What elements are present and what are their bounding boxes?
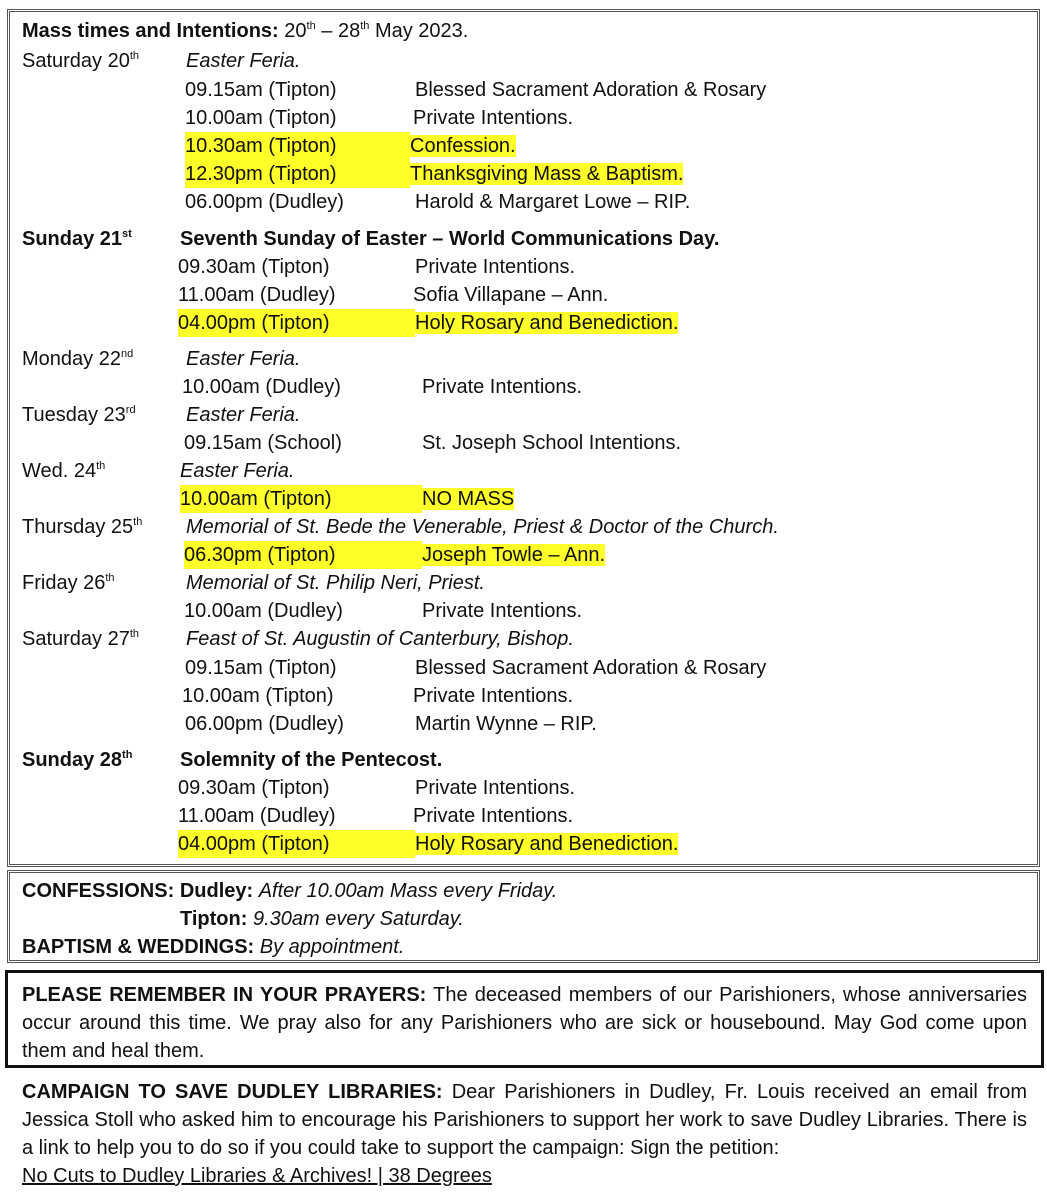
campaign-label: CAMPAIGN TO SAVE DUDLEY LIBRARIES:: [22, 1081, 443, 1103]
mass-intention: Private Intentions.: [413, 805, 574, 827]
day-label: Friday 26th: [22, 572, 115, 594]
liturgical-day-title: Easter Feria.: [186, 404, 301, 426]
mass-time: 06.30pm (Tipton): [184, 541, 422, 569]
mass-time: 09.15am (Tipton): [185, 79, 337, 101]
mass-intention: Holy Rosary and Benediction.: [415, 312, 679, 334]
mass-time: 09.30am (Tipton): [178, 256, 330, 278]
mass-intention: Blessed Sacrament Adoration & Rosary: [415, 79, 767, 101]
confessions-label: CONFESSIONS:: [22, 880, 175, 902]
day-label: Saturday 27th: [22, 628, 140, 650]
mass-intention: St. Joseph School Intentions.: [422, 432, 682, 454]
mass-time: 10.00am (Dudley): [184, 600, 343, 622]
mass-time: 04.00pm (Tipton): [178, 830, 415, 858]
liturgical-day-title: Memorial of St. Philip Neri, Priest.: [186, 572, 485, 594]
day-label: Sunday 28th: [22, 749, 133, 771]
mass-time: 09.15am (Tipton): [185, 657, 337, 679]
mass-intention: Holy Rosary and Benediction.: [415, 833, 679, 855]
liturgical-day-title: Memorial of St. Bede the Venerable, Priest & Doctor of the Church.: [186, 516, 779, 538]
mass-time: 10.30am (Tipton): [185, 132, 410, 160]
prayers-text: The deceased members of our Parishioners, whose anniversaries occur around this time. We pray also for any Parishioners who are sick or housebound. May God come upon them and heal them.: [22, 984, 1027, 1062]
mass-time: 10.00am (Tipton): [185, 107, 337, 129]
baptism-text: By appointment.: [259, 936, 405, 958]
mass-intention: Martin Wynne – RIP.: [415, 713, 597, 735]
prayers-label: PLEASE REMEMBER IN YOUR PRAYERS:: [22, 984, 427, 1006]
mass-time: 06.00pm (Dudley): [185, 713, 344, 735]
mass-intention: NO MASS: [422, 488, 515, 510]
tipton-text: 9.30am every Saturday.: [252, 908, 464, 930]
mass-time: 09.30am (Tipton): [178, 777, 330, 799]
mass-intention: Private Intentions.: [422, 600, 583, 622]
mass-intention: Blessed Sacrament Adoration & Rosary: [415, 657, 767, 679]
prayers-paragraph: [22, 981, 1027, 1065]
dudley-label: Dudley:: [179, 880, 254, 902]
campaign-paragraph: [22, 1078, 1027, 1190]
liturgical-day-title: Easter Feria.: [186, 348, 301, 370]
mass-time: 11.00am (Dudley): [178, 284, 336, 306]
day-label: Saturday 20th: [22, 50, 140, 72]
mass-time: 12.30pm (Tipton): [185, 160, 410, 188]
mass-intention: Private Intentions.: [413, 685, 574, 707]
liturgical-day-title: Feast of St. Augustin of Canterbury, Bishop.: [186, 628, 574, 650]
baptism-label: BAPTISM & WEDDINGS:: [22, 936, 255, 958]
day-label: Sunday 21st: [22, 228, 132, 250]
mass-times-heading: [22, 17, 468, 45]
mass-time: 06.00pm (Dudley): [185, 191, 344, 213]
heading-title: Mass times and Intentions:: [22, 20, 279, 42]
mass-intention: Private Intentions.: [415, 777, 576, 799]
liturgical-day-title: Solemnity of the Pentecost.: [180, 749, 443, 771]
mass-time: 11.00am (Dudley): [178, 805, 336, 827]
confessions-line: [22, 877, 557, 905]
liturgical-day-title: Seventh Sunday of Easter – World Communications Day.: [180, 228, 720, 250]
mass-time: 04.00pm (Tipton): [178, 309, 415, 337]
mass-time: 09.15am (School): [184, 432, 342, 454]
mass-intention: Confession.: [410, 135, 516, 157]
mass-time: 10.00am (Tipton): [182, 685, 334, 707]
liturgical-day-title: Easter Feria.: [180, 460, 295, 482]
mass-intention: Private Intentions.: [415, 256, 576, 278]
mass-time: 10.00am (Tipton): [180, 485, 422, 513]
day-label: Monday 22nd: [22, 348, 134, 370]
tipton-confession-line: [180, 905, 464, 933]
day-label: Wed. 24th: [22, 460, 106, 482]
mass-intention: Sofia Villapane – Ann.: [413, 284, 609, 306]
mass-intention: Harold & Margaret Lowe – RIP.: [415, 191, 691, 213]
baptism-line: [22, 933, 404, 961]
tipton-label: Tipton:: [180, 908, 248, 930]
day-label: Tuesday 23rd: [22, 404, 136, 426]
mass-time: 10.00am (Dudley): [182, 376, 341, 398]
mass-intention: Private Intentions.: [413, 107, 574, 129]
liturgical-day-title: Easter Feria.: [186, 50, 301, 72]
petition-link[interactable]: No Cuts to Dudley Libraries & Archives! | 38 Degrees: [22, 1165, 492, 1187]
mass-intention: Joseph Towle – Ann.: [422, 544, 606, 566]
heading-range: 20th – 28th May 2023.: [284, 20, 469, 42]
day-label: Thursday 25th: [22, 516, 143, 538]
mass-intention: Thanksgiving Mass & Baptism.: [410, 163, 684, 185]
dudley-text: After 10.00am Mass every Friday.: [258, 880, 558, 902]
campaign-text: Dear Parishioners in Dudley, Fr. Louis received an email from Jessica Stoll who asked him to encourage his Parishioners to support her work to save Dudley Libraries. There is a link to help you to do so if you could take to support the campaign: Sign the petition:: [22, 1081, 1027, 1159]
mass-intention: Private Intentions.: [422, 376, 583, 398]
